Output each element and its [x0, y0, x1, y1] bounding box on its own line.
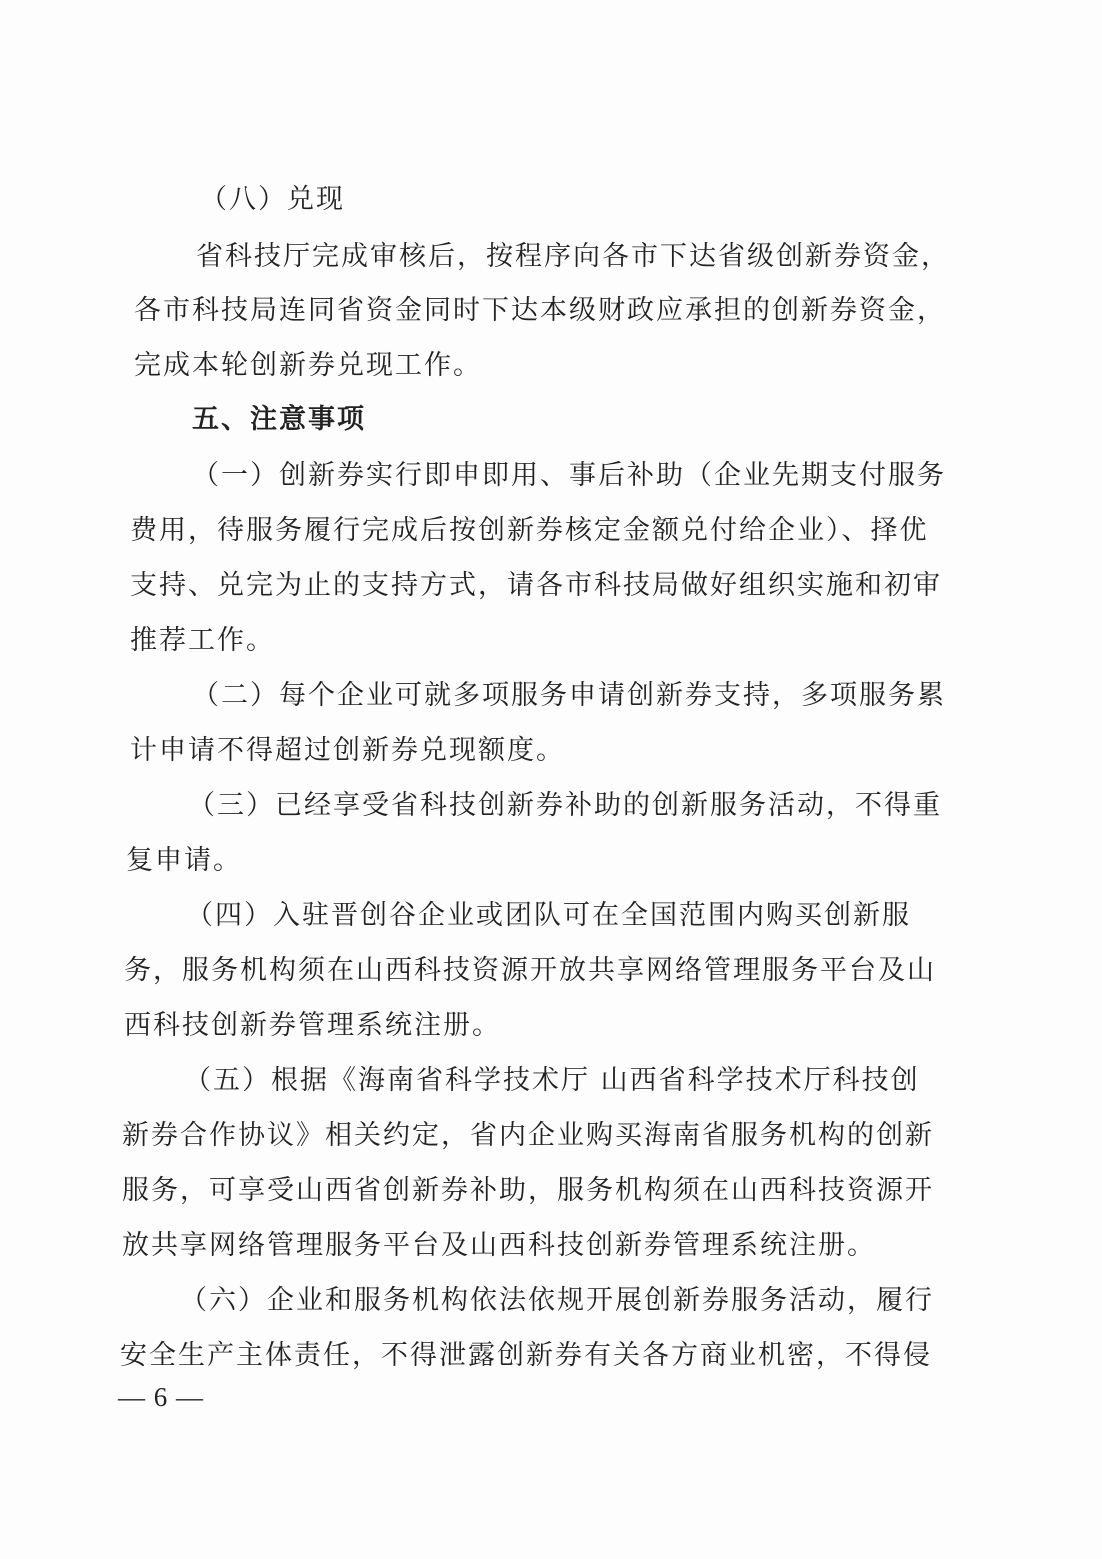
- paragraph-line: 完成本轮创新券兑现工作。: [134, 350, 482, 381]
- section-8-heading: （八）兑现: [200, 184, 345, 215]
- paragraph-line: （五）根据《海南省科学技术厅 山西省科学技术厅科技创: [184, 1065, 920, 1096]
- paragraph-line: （一）创新券实行即申即用、事后补助（企业先期支付服务: [192, 460, 946, 491]
- paragraph-line: 新券合作协议》相关约定，省内企业购买海南省服务机构的创新: [122, 1120, 934, 1151]
- paragraph-line: （四）入驻晋创谷企业或团队可在全国范围内购买创新服: [186, 900, 911, 931]
- paragraph-line: 费用，待服务履行完成后按创新券核定金额兑付给企业）、择优: [130, 515, 929, 546]
- paragraph-line: （三）已经享受省科技创新券补助的创新服务活动，不得重: [188, 790, 942, 821]
- paragraph-line: 计申请不得超过创新券兑现额度。: [130, 735, 565, 766]
- page-number: — 6 —: [118, 1382, 204, 1412]
- paragraph-line: 西科技创新券管理系统注册。: [124, 1010, 501, 1041]
- paragraph-line: 务，服务机构须在山西科技资源开放共享网络管理服务平台及山: [124, 955, 936, 986]
- paragraph-line: 支持、兑完为止的支持方式，请各市科技局做好组织实施和初审: [130, 570, 942, 601]
- paragraph-line: （二）每个企业可就多项服务申请创新券支持，多项服务累: [192, 680, 946, 711]
- paragraph-line: 推荐工作。: [130, 625, 275, 656]
- section-5-heading: 五、注意事项: [192, 404, 366, 435]
- paragraph-line: 各市科技局连同省资金同时下达本级财政应承担的创新券资金，: [134, 295, 946, 326]
- paragraph-line: 安全生产主体责任，不得泄露创新券有关各方商业机密，不得侵: [120, 1340, 932, 1371]
- paragraph-line: 放共享网络管理服务平台及山西科技创新券管理系统注册。: [122, 1230, 876, 1261]
- paragraph-line: 复申请。: [126, 845, 242, 876]
- paragraph-line: （六）企业和服务机构依法依规开展创新券服务活动，履行: [180, 1285, 934, 1316]
- paragraph-line: 省科技厅完成审核后，按程序向各市下达省级创新券资金，: [196, 241, 950, 272]
- paragraph-line: 服务，可享受山西省创新券补助，服务机构须在山西科技资源开: [122, 1175, 934, 1206]
